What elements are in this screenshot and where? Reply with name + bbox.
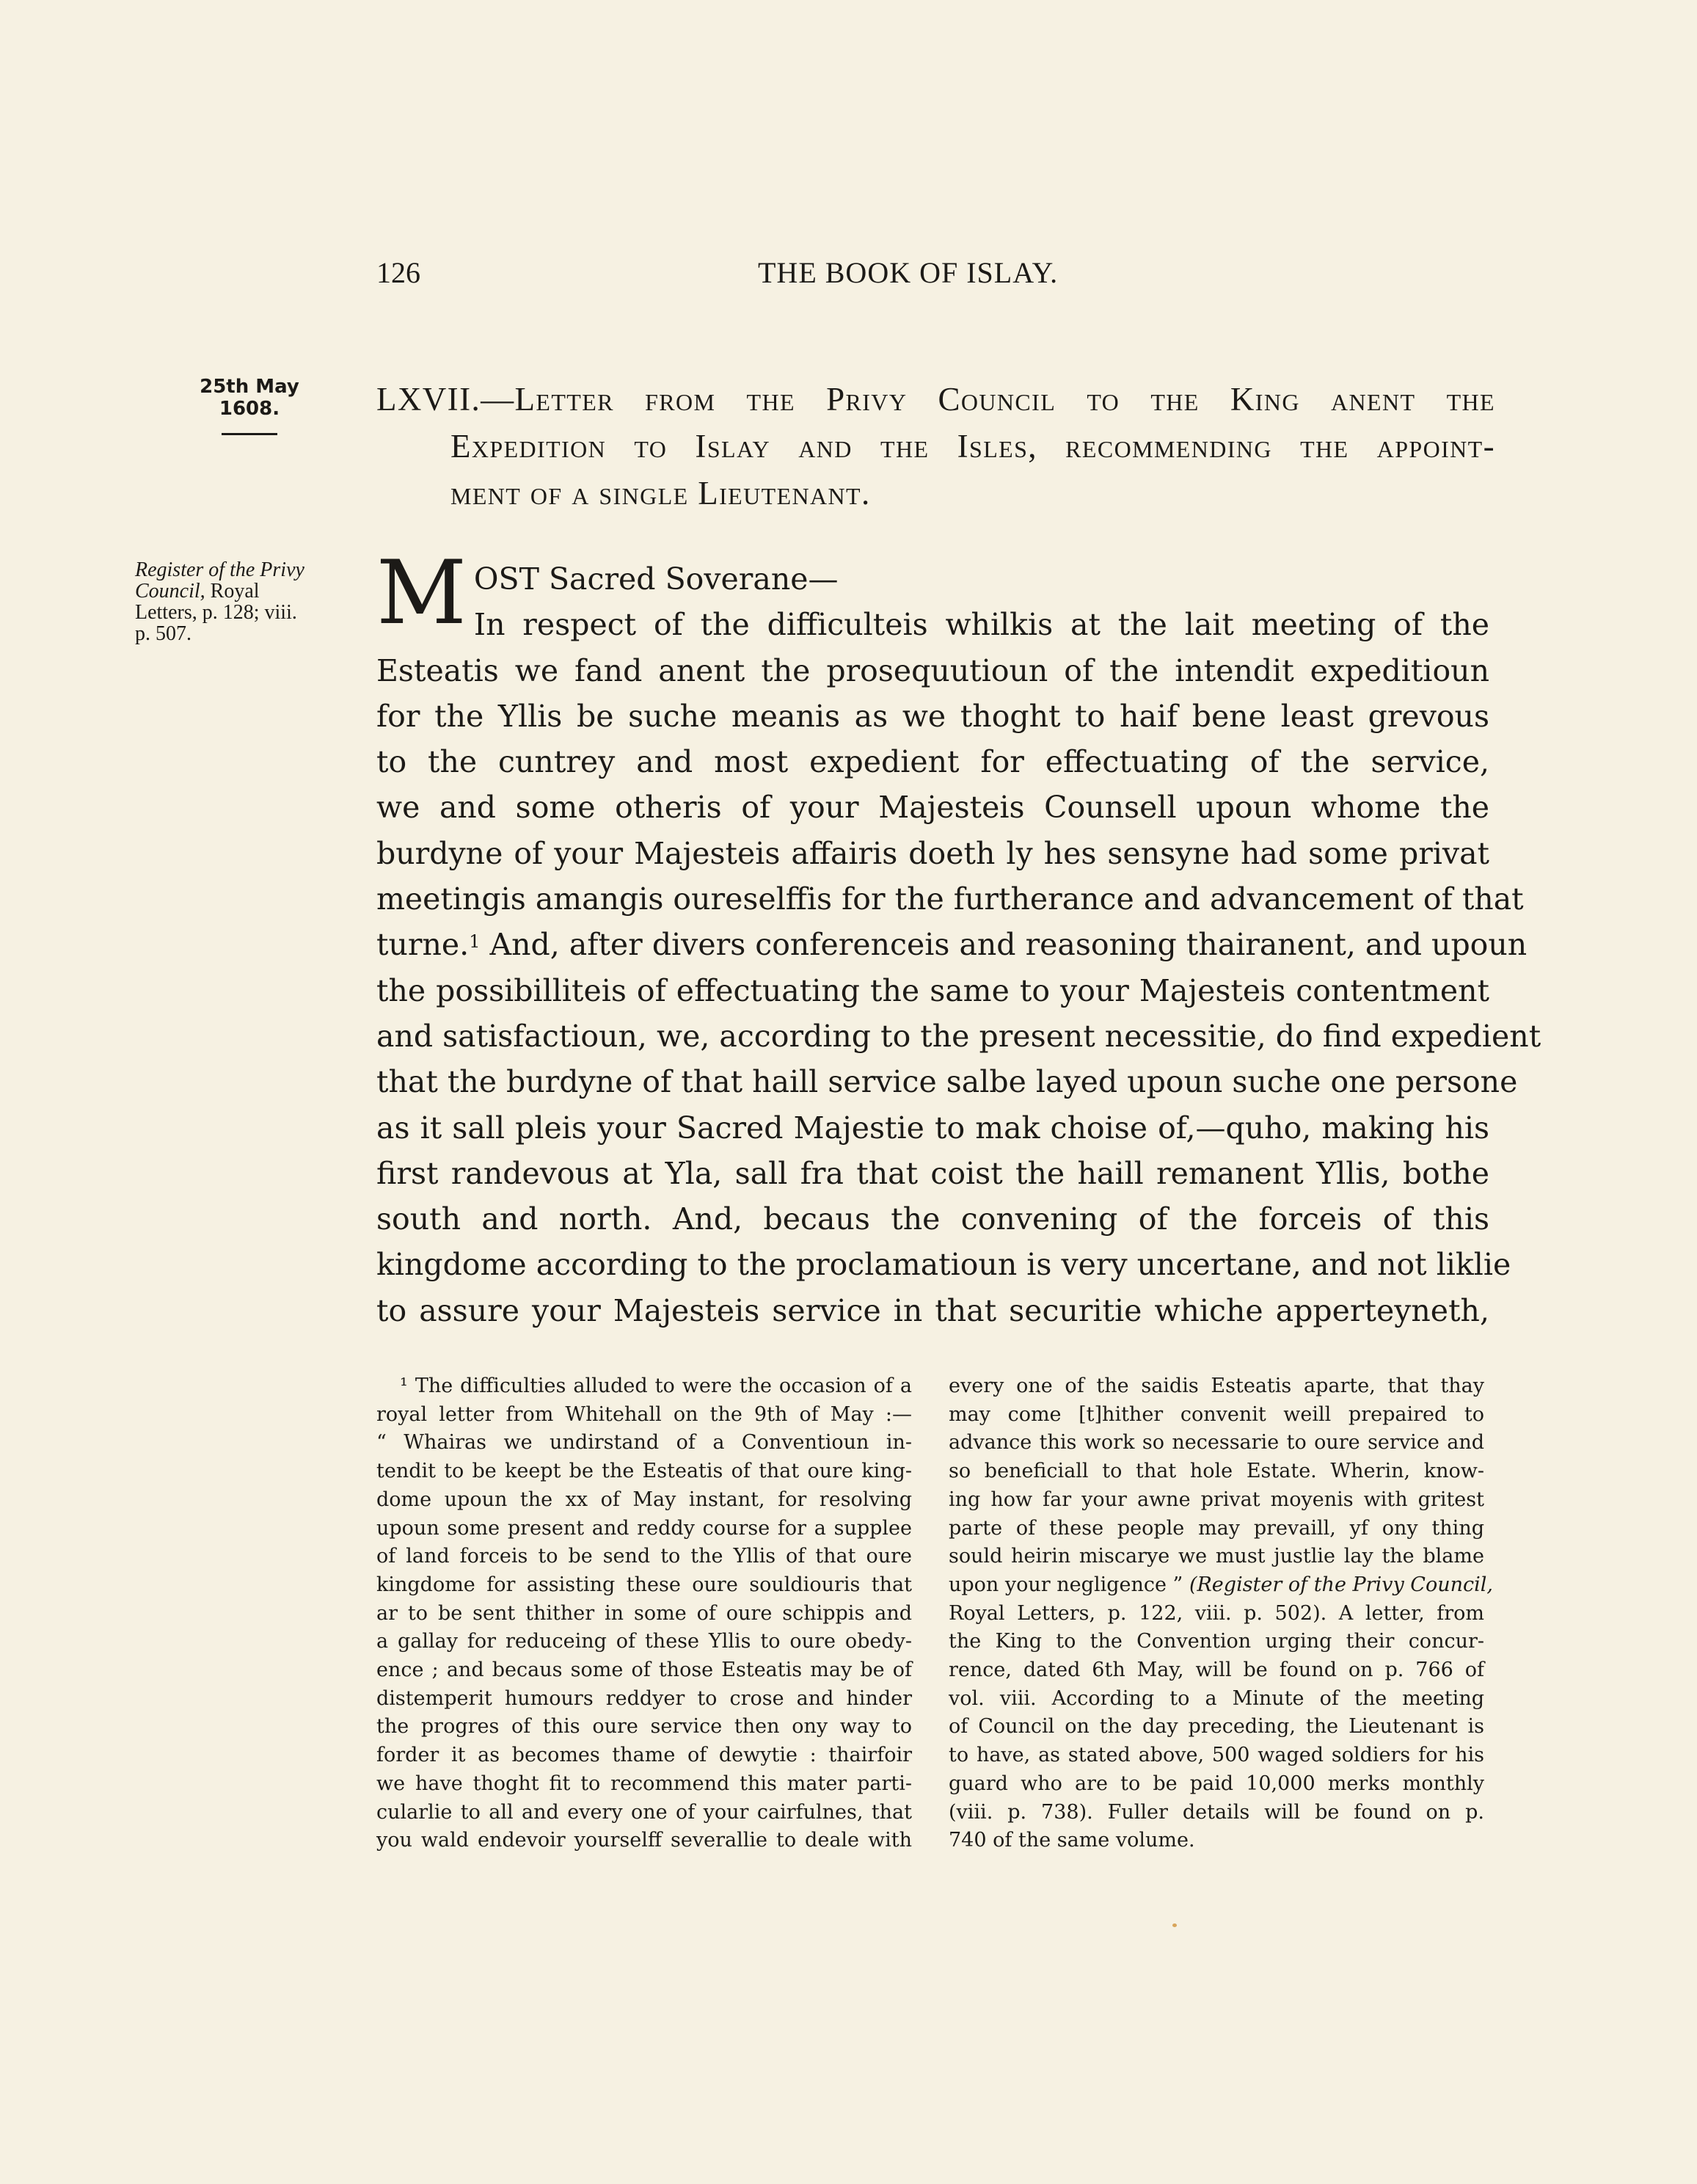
footnote-line: distemperit humours reddyer to crose and hinder (376, 1686, 912, 1710)
footnote-line: royal letter from Whitehall on the 9th of May :— (376, 1402, 912, 1426)
drop-cap: M (376, 542, 467, 644)
source-line-1: Register of the Privy (135, 558, 304, 581)
footnote-line: the King to the Convention urging their concur- (949, 1630, 1484, 1653)
body-line-start: turne. (376, 927, 470, 963)
footnote-line: ence ; and becaus some of those Esteatis may be of (376, 1659, 912, 1682)
footnote-line: dome upoun the xx of May instant, for resolving (376, 1488, 912, 1511)
body-line-end: And, after divers conferenceis and reasoning thairanent, and upoun (480, 927, 1528, 963)
footnote-line-start: upon your negligence ” (949, 1573, 1189, 1596)
heading-line-1: LXVII.—Letter from the Privy Council to the King anent the (376, 381, 1495, 418)
body-line: kingdome according to the proclamatioun is very uncertane, and not liklie (376, 1247, 1511, 1283)
footnote-line: the progres of this oure service then ony way to (376, 1715, 912, 1739)
footnote-line: a gallay for reduceing of these Yllis to oure obedy- (376, 1630, 912, 1653)
citation-italic: (Register of the Privy Council, (1189, 1573, 1493, 1596)
footnote-marker: 1 (469, 931, 481, 953)
body-line: for the Yllis be suche meanis as we thoght to haif bene least grevous (376, 698, 1489, 734)
margin-date (176, 376, 323, 435)
footnote-line: upoun some present and reddy course for a supplee (376, 1516, 912, 1540)
margin-source-reference (135, 559, 362, 644)
heading-line-2: Expedition to Islay and the Isles, recommending the appoint- (450, 428, 1495, 465)
heading-line-3: ment of a single Lieutenant. (450, 475, 871, 512)
footnote-line: (viii. p. 738). Fuller details will be found on p. (949, 1800, 1484, 1824)
body-line: south and north. And, becaus the convening of the forceis of this (376, 1201, 1489, 1237)
body-line: first randevous at Yla, sall fra that coist the haill remanent Yllis, bothe (376, 1155, 1489, 1191)
body-line: as it sall pleis your Sacred Majestie to mak choise of,—quho, making his (376, 1110, 1489, 1146)
footnote-line: 740 of the same volume. (949, 1829, 1195, 1852)
body-line: that the burdyne of that haill service salbe layed upoun suche one persone (376, 1064, 1518, 1100)
source-line-2 (135, 580, 362, 602)
margin-rule (222, 433, 277, 435)
footnote-line: cularlie to all and every one of your cairfulnes, that (376, 1800, 912, 1824)
footnote-line: sould heirin miscarye we must justlie lay the blame (949, 1545, 1484, 1568)
margin-date-line-2: 1608. (219, 398, 280, 420)
footnote-line: of land forceis to be send to the Yllis of that oure (376, 1545, 912, 1568)
source-line-3: Letters, p. 128; viii. (135, 601, 297, 624)
body-line: In respect of the difficulteis whilkis at the lait meeting of the (473, 607, 1489, 643)
body-line-with-footnote (376, 922, 1528, 967)
running-title: THE BOOK OF ISLAY. (758, 256, 1059, 289)
footnote-line: forder it as becomes thame of dewytie : thairfoir (376, 1744, 912, 1767)
footnote-line: ¹ The difficulties alluded to were the occasion of a (400, 1375, 912, 1397)
body-line: burdyne of your Majesteis affairis doeth ly hes sensyne had some privat (376, 835, 1489, 871)
footnote-line: rence, dated 6th May, will be found on p. 766 of (949, 1659, 1484, 1682)
page-number: 126 (376, 256, 420, 289)
footnote-line: every one of the saidis Esteatis aparte, that thay (949, 1375, 1484, 1397)
running-head (376, 252, 1495, 294)
footnote-line: vol. viii. According to a Minute of the meeting (949, 1686, 1484, 1710)
footnote-line: ar to be sent thither in some of oure schippis and (376, 1601, 912, 1625)
footnote-line: may come [t]hither convenit weill prepaired to (949, 1402, 1484, 1426)
footnote-line: of Council on the day preceding, the Lieutenant is (949, 1715, 1484, 1739)
body-line: to the cuntrey and most expedient for effectuating of the service, (376, 744, 1489, 780)
footnote-column-right (949, 1372, 1493, 1855)
footnote-line: parte of these people may prevaill, yf ony thing (949, 1516, 1484, 1540)
source-line-2-italic: Council, (135, 580, 205, 603)
footnote-line: so beneficiall to that hole Estate. Wherin, know- (949, 1460, 1484, 1483)
footnote-line: you wald endevoir yourselff severallie to deale with (376, 1829, 912, 1852)
footnote-line: kingdome for assisting these oure souldiouris that (376, 1573, 912, 1596)
footnote-column-left (376, 1372, 912, 1855)
body-line: we and some otheris of your Majesteis Counsell upoun whome the (376, 790, 1489, 826)
body-line: and satisfactioun, we, according to the present necessitie, do find expedient (376, 1018, 1541, 1054)
body-line: to assure your Majesteis service in that securitie whiche apperteyneth, (376, 1292, 1489, 1328)
footnote-line: we have thoght fit to recommend this mater parti- (376, 1772, 912, 1795)
footnote-line: Royal Letters, p. 122, viii. p. 502). A letter, from (949, 1601, 1484, 1625)
body-line: OST Sacred Soverane— (473, 561, 839, 597)
source-line-4: p. 507. (135, 622, 191, 645)
footnote-line: tendit to be keept be the Esteatis of that oure king- (376, 1460, 912, 1483)
footnote-line: ing how far your awne privat moyenis with gritest (949, 1488, 1484, 1511)
margin-date-line-1: 25th May (200, 376, 299, 398)
footnote-line: “ Whairas we undirstand of a Conventioun in- (376, 1431, 912, 1455)
paper-speck (1172, 1923, 1177, 1927)
source-line-2-rest: Royal (205, 580, 260, 603)
footnote-line: advance this work so necessarie to oure service and (949, 1431, 1484, 1455)
letter-body (376, 542, 1541, 1333)
body-line: the possibilliteis of effectuating the same to your Majesteis contentment (376, 972, 1489, 1008)
footnote-line: to have, as stated above, 500 waged soldiers for his (949, 1744, 1484, 1767)
letter-heading (376, 376, 1495, 517)
body-line: Esteatis we fand anent the prosequutioun of the intendit expeditioun (376, 652, 1489, 688)
body-line: meetingis amangis oureselffis for the furtherance and advancement of that (376, 881, 1524, 917)
footnote-line: guard who are to be paid 10,000 merks monthly (949, 1772, 1484, 1795)
footnote-line-with-citation (949, 1571, 1493, 1600)
